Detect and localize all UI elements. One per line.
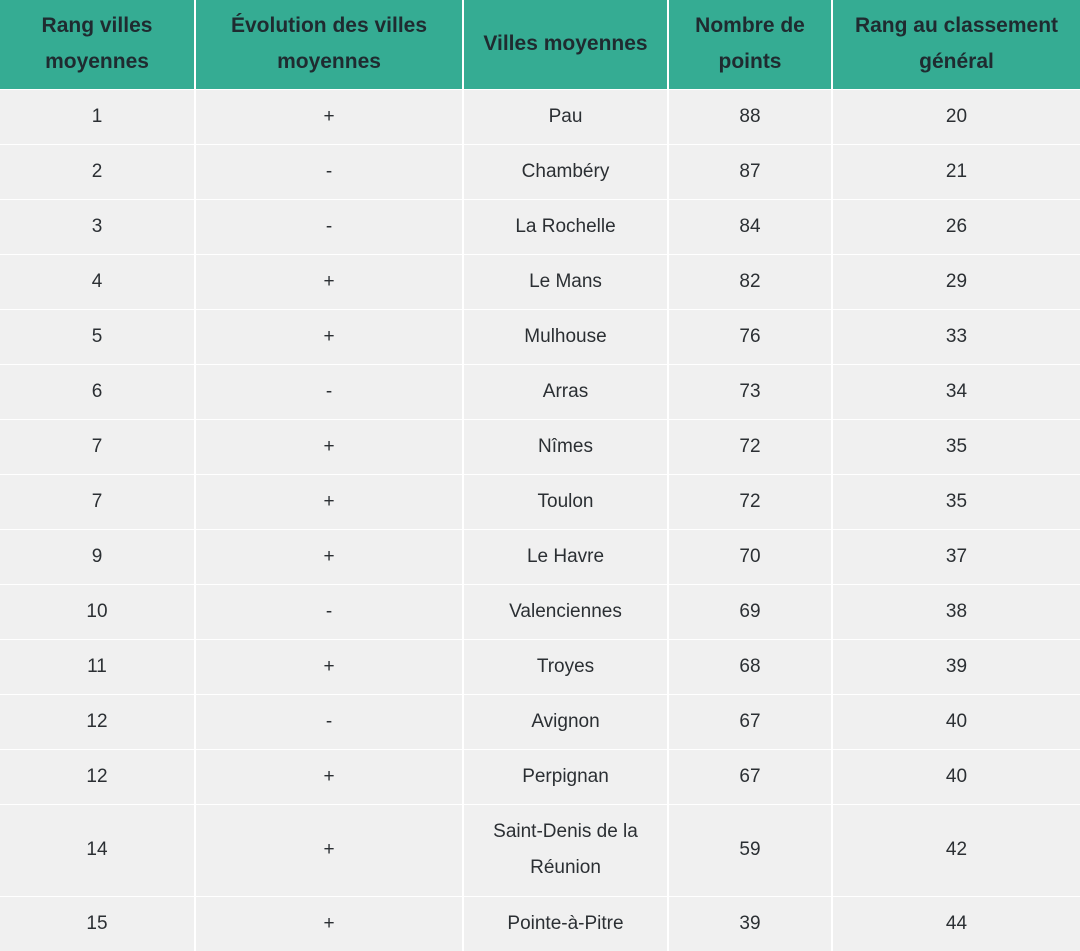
cell-overall-rank: 33	[832, 309, 1080, 364]
cell-evolution: +	[195, 309, 463, 364]
cell-city: Valenciennes	[463, 584, 668, 639]
cell-city: Saint-Denis de la Réunion	[463, 804, 668, 896]
cell-evolution: +	[195, 89, 463, 144]
table-row	[0, 694, 1080, 749]
cell-evolution: -	[195, 199, 463, 254]
cell-rank: 5	[0, 309, 195, 364]
cell-points: 73	[668, 364, 832, 419]
cell-rank: 11	[0, 639, 195, 694]
cell-evolution: +	[195, 474, 463, 529]
table-row	[0, 474, 1080, 529]
cell-overall-rank: 38	[832, 584, 1080, 639]
cell-overall-rank: 42	[832, 804, 1080, 896]
cell-city: Chambéry	[463, 144, 668, 199]
table-row	[0, 364, 1080, 419]
table-row	[0, 254, 1080, 309]
cell-rank: 4	[0, 254, 195, 309]
cell-city: Nîmes	[463, 419, 668, 474]
table-header-row	[0, 0, 1080, 89]
cell-overall-rank: 44	[832, 896, 1080, 951]
cell-city: Le Havre	[463, 529, 668, 584]
cell-city: Troyes	[463, 639, 668, 694]
cell-evolution: +	[195, 529, 463, 584]
header-overall-rank: Rang au classement général	[832, 0, 1080, 89]
cell-evolution: +	[195, 749, 463, 804]
cell-overall-rank: 29	[832, 254, 1080, 309]
cell-overall-rank: 40	[832, 749, 1080, 804]
cell-rank: 2	[0, 144, 195, 199]
cell-city: La Rochelle	[463, 199, 668, 254]
cell-rank: 10	[0, 584, 195, 639]
cell-overall-rank: 40	[832, 694, 1080, 749]
cell-points: 72	[668, 474, 832, 529]
cell-points: 68	[668, 639, 832, 694]
cell-evolution: +	[195, 419, 463, 474]
cell-city: Arras	[463, 364, 668, 419]
cell-points: 72	[668, 419, 832, 474]
cell-city: Pau	[463, 89, 668, 144]
cell-evolution: -	[195, 694, 463, 749]
cell-evolution: +	[195, 639, 463, 694]
table-row	[0, 584, 1080, 639]
table-row	[0, 749, 1080, 804]
table-row	[0, 89, 1080, 144]
table-row	[0, 529, 1080, 584]
cell-overall-rank: 37	[832, 529, 1080, 584]
cell-points: 84	[668, 199, 832, 254]
cell-city: Toulon	[463, 474, 668, 529]
cell-points: 69	[668, 584, 832, 639]
cell-city: Perpignan	[463, 749, 668, 804]
cell-points: 67	[668, 749, 832, 804]
cell-overall-rank: 35	[832, 474, 1080, 529]
table-row	[0, 896, 1080, 951]
table-row	[0, 144, 1080, 199]
header-points: Nombre de points	[668, 0, 832, 89]
cell-rank: 6	[0, 364, 195, 419]
cell-points: 39	[668, 896, 832, 951]
cell-rank: 12	[0, 749, 195, 804]
cell-points: 82	[668, 254, 832, 309]
cell-points: 67	[668, 694, 832, 749]
cell-points: 76	[668, 309, 832, 364]
cell-rank: 12	[0, 694, 195, 749]
header-city: Villes moyennes	[463, 0, 668, 89]
cell-overall-rank: 39	[832, 639, 1080, 694]
cell-evolution: -	[195, 584, 463, 639]
cell-city: Mulhouse	[463, 309, 668, 364]
table-row	[0, 804, 1080, 896]
cell-overall-rank: 34	[832, 364, 1080, 419]
cell-rank: 9	[0, 529, 195, 584]
cell-overall-rank: 26	[832, 199, 1080, 254]
cell-evolution: -	[195, 364, 463, 419]
header-rank: Rang villes moyennes	[0, 0, 195, 89]
cell-rank: 7	[0, 474, 195, 529]
cell-points: 59	[668, 804, 832, 896]
cell-evolution: +	[195, 804, 463, 896]
cell-city: Pointe-à-Pitre	[463, 896, 668, 951]
cell-points: 87	[668, 144, 832, 199]
cell-evolution: +	[195, 896, 463, 951]
cell-evolution: -	[195, 144, 463, 199]
cell-overall-rank: 20	[832, 89, 1080, 144]
cell-points: 88	[668, 89, 832, 144]
table-row	[0, 419, 1080, 474]
cell-rank: 3	[0, 199, 195, 254]
table-row	[0, 199, 1080, 254]
cell-evolution: +	[195, 254, 463, 309]
table-row	[0, 639, 1080, 694]
cell-overall-rank: 21	[832, 144, 1080, 199]
cell-rank: 1	[0, 89, 195, 144]
cell-rank: 15	[0, 896, 195, 951]
header-evolution: Évolution des villes moyennes	[195, 0, 463, 89]
cell-city: Le Mans	[463, 254, 668, 309]
cell-city: Avignon	[463, 694, 668, 749]
cell-points: 70	[668, 529, 832, 584]
table-row	[0, 309, 1080, 364]
cell-rank: 14	[0, 804, 195, 896]
cell-overall-rank: 35	[832, 419, 1080, 474]
cell-rank: 7	[0, 419, 195, 474]
